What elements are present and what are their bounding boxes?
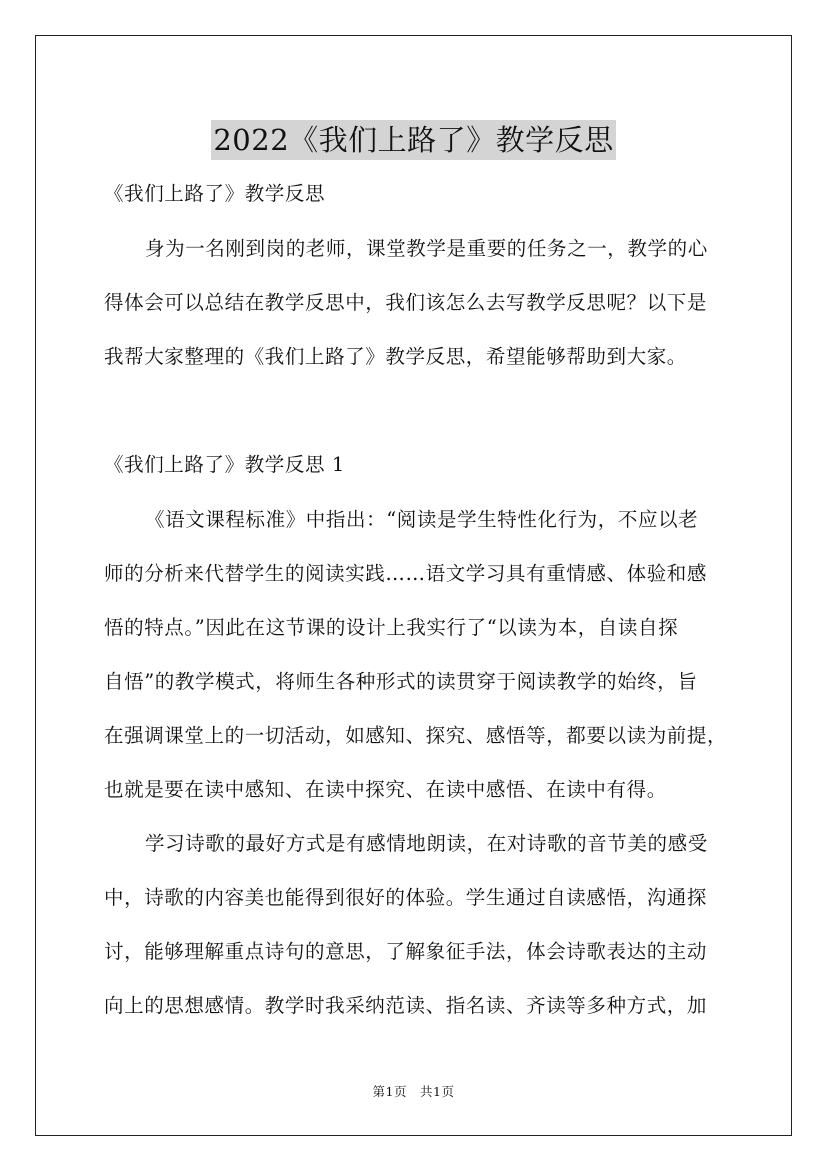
intro-line: 我帮大家整理的《我们上路了》教学反思，希望能够帮助到大家。	[104, 345, 687, 368]
paragraph-line: 在强调课堂上的一切活动，如感知、探究、感悟等，都要以读为前提，	[104, 724, 728, 747]
paragraph-line: 《语文课程标准》中指出：“阅读是学生特性化行为，不应以老	[145, 508, 699, 531]
paragraph-line: 中，诗歌的内容美也能得到很好的体验。学生通过自读感悟，沟通探	[104, 886, 708, 909]
paragraph-line: 学习诗歌的最好方式是有感情地朗读，在对诗歌的音节美的感受	[145, 832, 708, 855]
paragraph-line: 也就是要在读中感知、在读中探究、在读中感悟、在读中有得。	[104, 778, 667, 801]
title-wrap	[0, 101, 827, 180]
document-title: 2022《我们上路了》教学反思	[211, 120, 615, 160]
paragraph-line: 悟的特点。”因此在这节课的设计上我实行了“以读为本，自读自探	[104, 616, 679, 639]
paragraph-line: 向上的思想感情。教学时我采纳范读、指名读、齐读等多种方式，加	[104, 994, 708, 1017]
intro-line: 得体会可以总结在教学反思中，我们该怎么去写教学反思呢？以下是	[104, 291, 708, 314]
page-footer: 第1页 共1页	[372, 1084, 455, 1099]
paragraph-line: 自悟”的教学模式，将师生各种形式的读贯穿于阅读教学的始终，旨	[104, 670, 698, 693]
intro-line: 身为一名刚到岗的老师，课堂教学是重要的任务之一，教学的心	[145, 237, 708, 260]
paragraph-line: 师的分析来代替学生的阅读实践……语文学习具有重情感、体验和感	[104, 562, 708, 585]
section-heading: 《我们上路了》教学反思 1	[104, 453, 345, 476]
document-subtitle: 《我们上路了》教学反思	[104, 182, 326, 205]
paragraph-line: 讨，能够理解重点诗句的意思，了解象征手法，体会诗歌表达的主动	[104, 940, 708, 963]
